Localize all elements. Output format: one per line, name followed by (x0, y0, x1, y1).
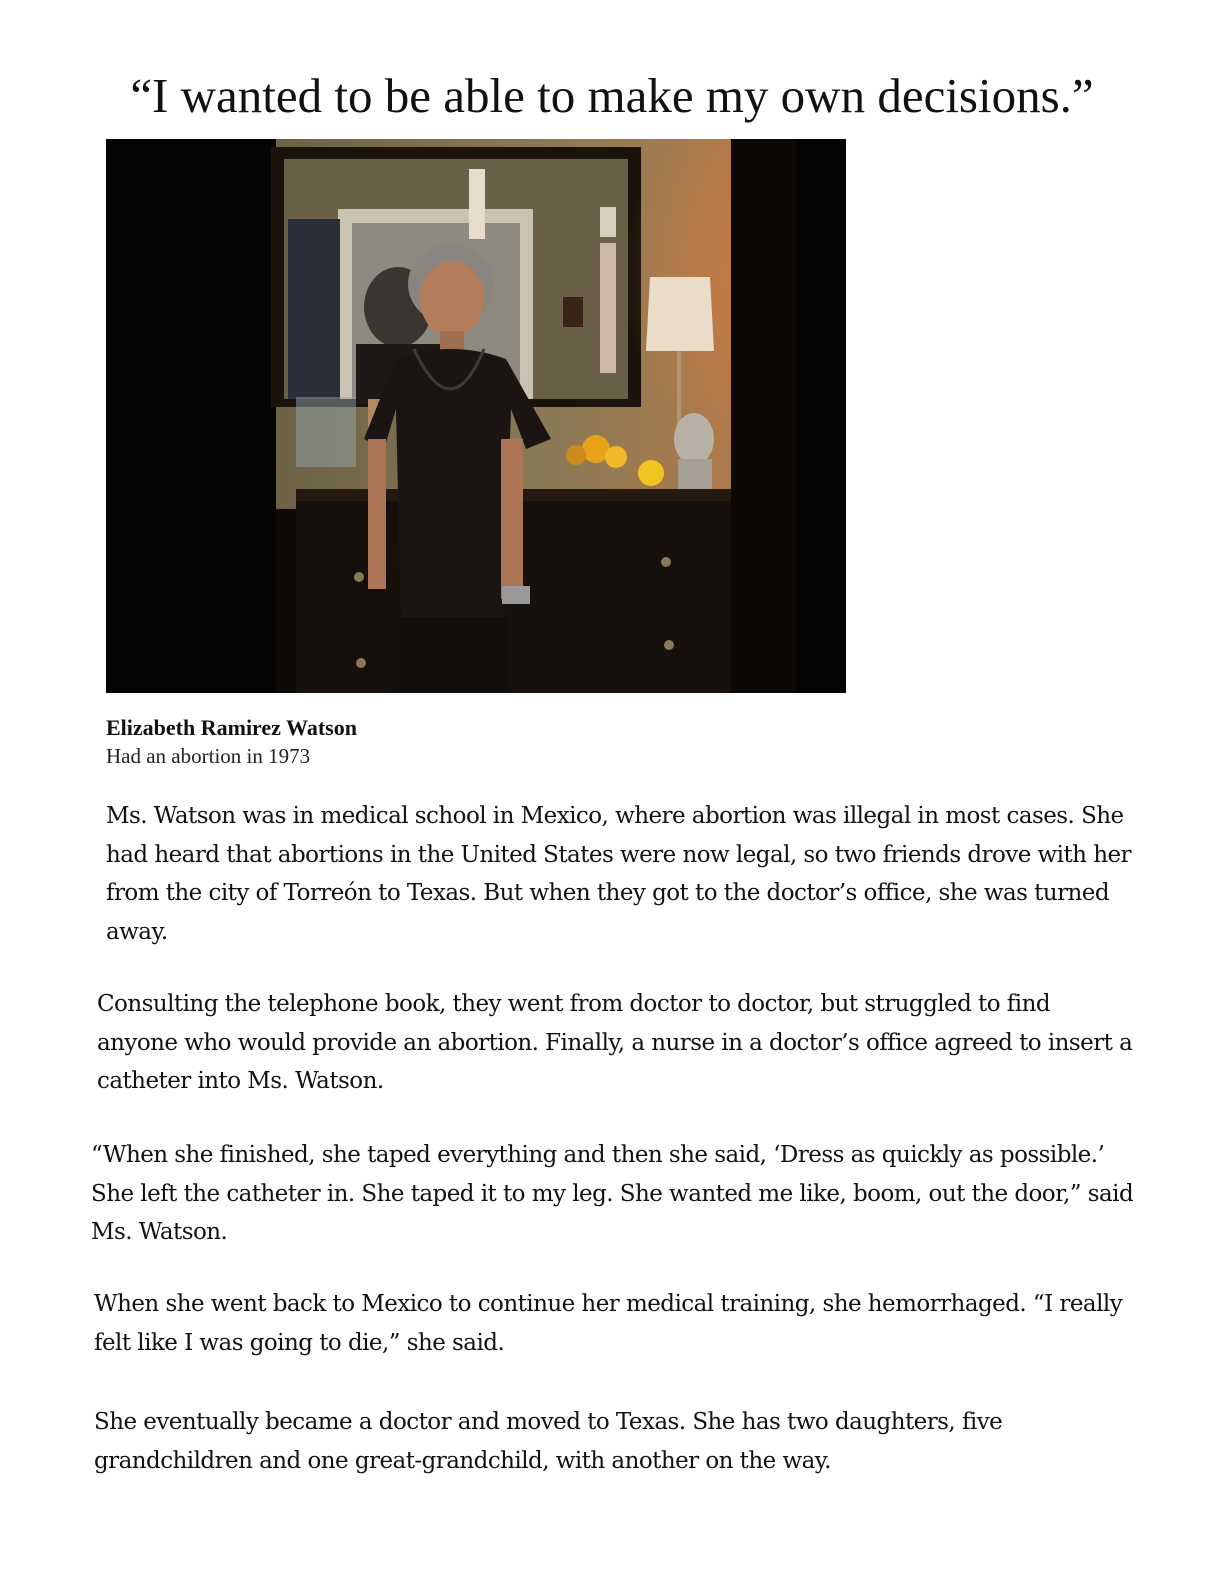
caption-name: Elizabeth Ramirez Watson (106, 715, 357, 740)
caption-subtitle: Had an abortion in 1973 (106, 744, 311, 768)
body-paragraph: Ms. Watson was in medical school in Mexico, where abortion was illegal in most cases. She had heard that abortions in the United States were now legal, so two friends drove with her from the city of Torreón to Texas. But when they got to the doctor’s office, she was turned away. (106, 803, 1131, 946)
body-paragraph: “When she finished, she taped everything and then she said, ‘Dress as quickly as possible.’ She left the catheter in. She taped it to my leg. She wanted me like, boom, out the door,” said Ms. Watson. (91, 1142, 1134, 1246)
body-paragraph: She eventually became a doctor and moved to Texas. She has two daughters, five grandchildren and one great-grandchild, with another on the way. (94, 1409, 1003, 1474)
body-paragraph: Consulting the telephone book, they went from doctor to doctor, but struggled to find anyone who would provide an abortion. Finally, a nurse in a doctor’s office agreed to insert a catheter into Ms. Watson. (97, 991, 1133, 1095)
headline-quote: “I wanted to be able to make my own decisions.” (130, 68, 1094, 123)
body-paragraph: When she went back to Mexico to continue her medical training, she hemorrhaged. “I really felt like I was going to die,” she said. (94, 1291, 1123, 1356)
portrait-photo (106, 139, 846, 693)
